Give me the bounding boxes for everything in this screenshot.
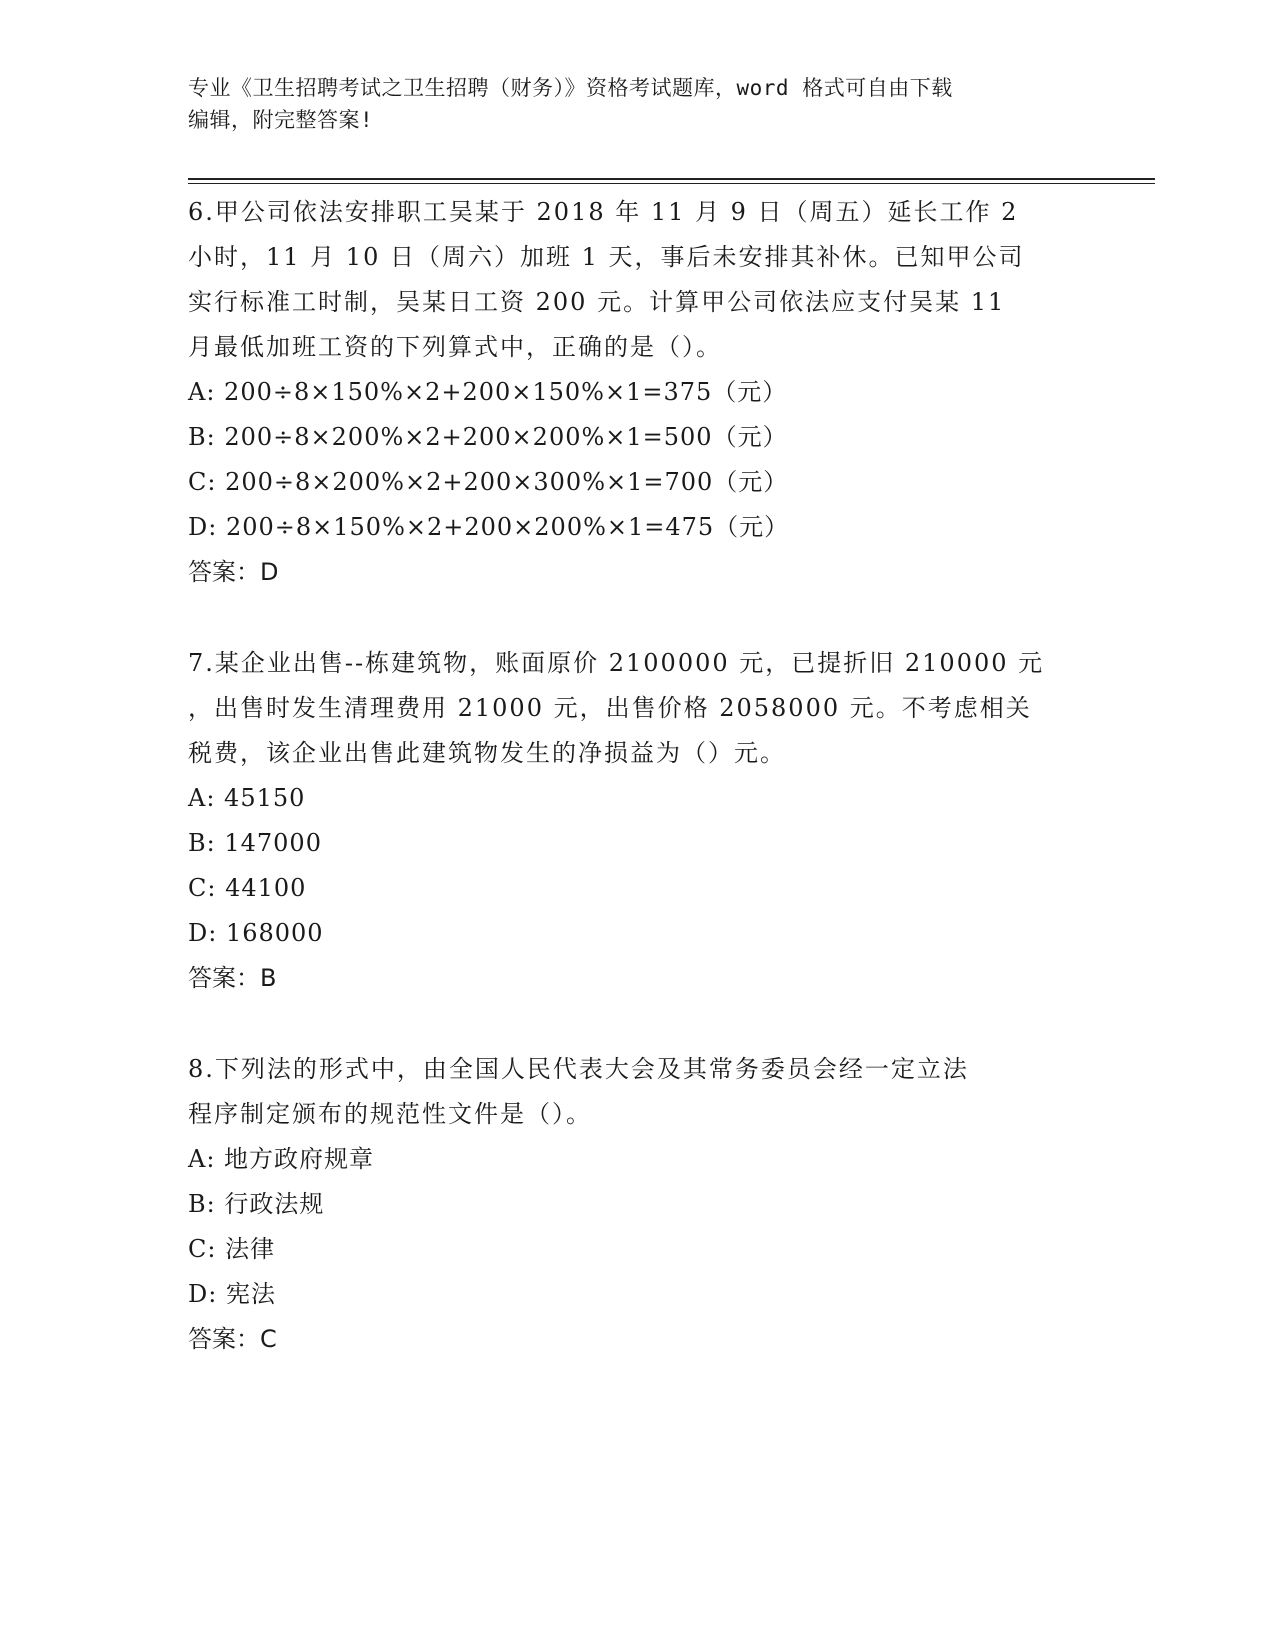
header-rule-thin: [188, 183, 1155, 184]
option-a: A: 200÷8×150%×2+200×150%×1=375（元）: [188, 378, 788, 406]
answer: 答案：B: [188, 964, 277, 992]
option-b: B: 200÷8×200%×2+200×200%×1=500（元）: [188, 423, 788, 451]
question-line: 税费，该企业出售此建筑物发生的净损益为（）元。: [188, 739, 786, 767]
option-b: B: 行政法规: [188, 1190, 325, 1218]
answer: 答案：C: [188, 1325, 277, 1353]
question-line: 程序制定颁布的规范性文件是（）。: [188, 1100, 592, 1128]
question-8: [188, 1047, 1088, 1362]
question-list: [188, 190, 1088, 1408]
question-line: 小时，11 月 10 日（周六）加班 1 天，事后未安排其补休。已知甲公司: [188, 243, 1025, 271]
question-line: 8.下列法的形式中，由全国人民代表大会及其常务委员会经一定立法: [188, 1055, 969, 1083]
option-d: D: 宪法: [188, 1280, 276, 1308]
option-d: D: 168000: [188, 919, 324, 947]
question-line: 7.某企业出售--栋建筑物，账面原价 2100000 元，已提折旧 210000 元: [188, 649, 1045, 677]
question-7: [188, 641, 1088, 1001]
question-line: 6.甲公司依法安排职工吴某于 2018 年 11 月 9 日（周五）延长工作 2: [188, 198, 1019, 226]
document-header: [188, 72, 1088, 136]
answer: 答案：D: [188, 558, 279, 586]
option-a: A: 45150: [188, 784, 306, 812]
header-rule-thick: [188, 178, 1155, 180]
header-line-2: 编辑，附完整答案!: [188, 108, 374, 132]
option-c: C: 200÷8×200%×2+200×300%×1=700（元）: [188, 468, 789, 496]
question-line: ，出售时发生清理费用 21000 元，出售价格 2058000 元。不考虑相关: [188, 694, 1032, 722]
option-c: C: 法律: [188, 1235, 276, 1263]
option-c: C: 44100: [188, 874, 307, 902]
option-d: D: 200÷8×150%×2+200×200%×1=475（元）: [188, 513, 790, 541]
question-line: 实行标准工时制，吴某日工资 200 元。计算甲公司依法应支付吴某 11: [188, 288, 1006, 316]
option-a: A: 地方政府规章: [188, 1145, 375, 1173]
header-line-1: 专业《卫生招聘考试之卫生招聘（财务）》资格考试题库，word 格式可自由下载: [188, 76, 953, 100]
question-6: [188, 190, 1088, 595]
question-line: 月最低加班工资的下列算式中，正确的是（）。: [188, 333, 722, 361]
option-b: B: 147000: [188, 829, 322, 857]
